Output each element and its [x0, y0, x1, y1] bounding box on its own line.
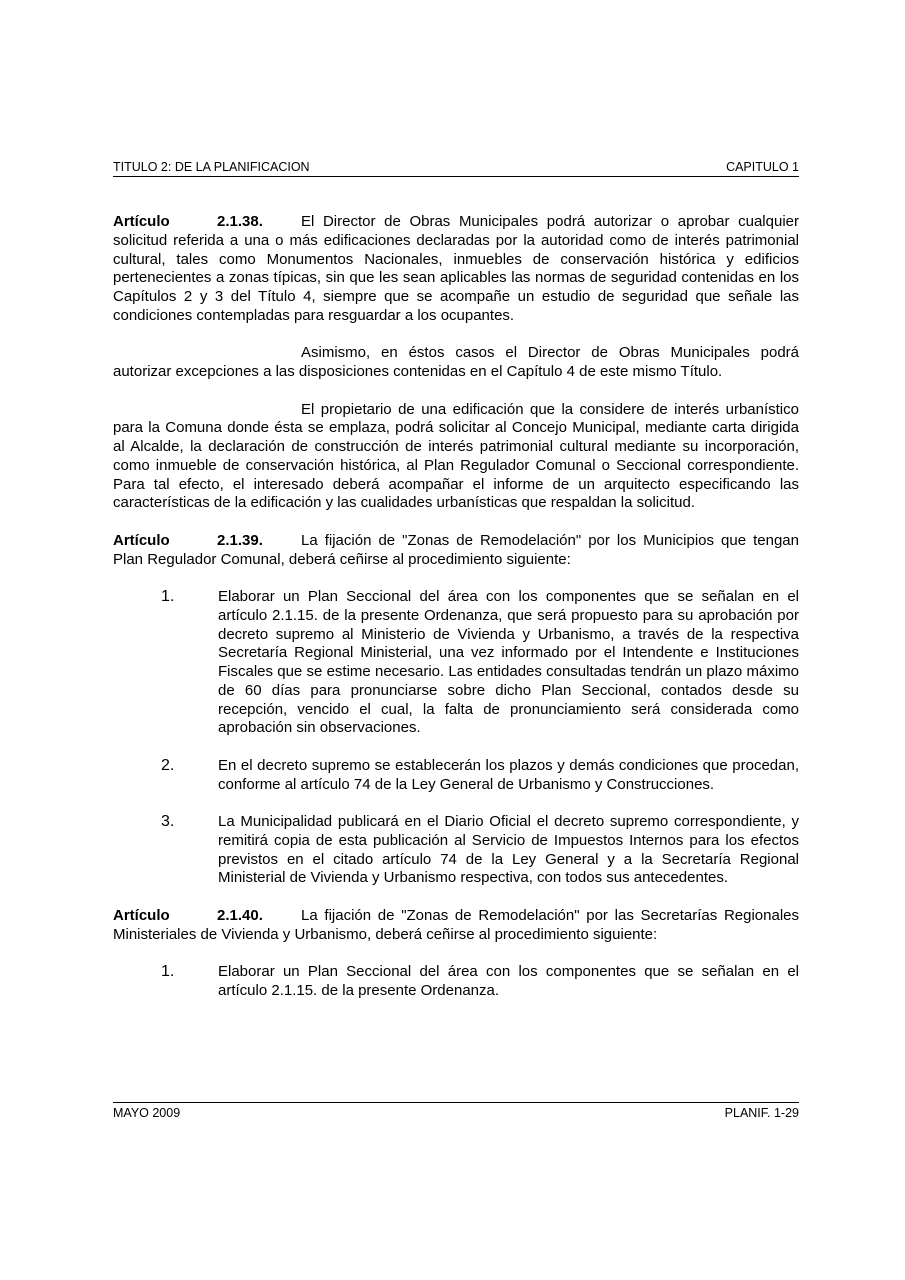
article-2-1-38-paragraph-3: El propietario de una edificación que la considere de interés urbanístico para la Comuna donde ésta se emplaza, podrá solicitar al Concejo Municipal, mediante carta dirigida al Alcalde, la declaración de construcción de interés patrimonial cultural mediante su incorporación, como inmueble de conservación histórica, al Plan Regulador Comunal o Seccional correspondiente. Para tal efecto, el interesado deberá acompañar el informe de un arquitecto especificando las características de la edificación y las cualidades urbanísticas que respaldan la solicitud. [113, 400, 799, 512]
article-number: 2.1.39. [217, 531, 263, 549]
list-item-text: Elaborar un Plan Seccional del área con los componentes que se señalan en el artículo 2.1.15. de la presente Ordenanza, que será propuesto para su aprobación por decreto supremo al Ministerio de Vivienda y Urbanismo, a través de la respectiva Secretaría Regional Ministerial, una vez informado por el Intendente e Instituciones Fiscales que se estime necesario. Las entidades consultadas tendrán un plazo máximo de 60 días para pronunciarse sobre dicho Plan Seccional, contados desde su recepción, vencido el cual, la falta de pronunciamiento será considerada como aprobación sin observaciones. [218, 588, 799, 737]
article-text: La fijación de "Zonas de Remodelación" por las Secretarías Regionales Ministeriales de Vivienda y Urbanismo, deberá ceñirse al procedimiento siguiente: [113, 906, 799, 943]
article-text: La fijación de "Zonas de Remodelación" por los Municipios que tengan Plan Regulador Comunal, deberá ceñirse al procedimiento siguiente: [113, 531, 799, 568]
footer-date: MAYO 2009 [113, 1106, 181, 1120]
page-footer [113, 1102, 799, 1120]
document-body [113, 213, 799, 1001]
list-item [113, 588, 799, 738]
article-2-1-38-paragraph-2: Asimismo, en éstos casos el Director de Obras Municipales podrá autorizar excepciones a las disposiciones contenidas en el Capítulo 4 de este mismo Título. [113, 344, 799, 380]
list-item-number: 2. [161, 756, 175, 774]
list-item-text: Elaborar un Plan Seccional del área con los componentes que se señalan en el artículo 2.1.15. de la presente Ordenanza. [218, 963, 799, 999]
article-label: Artículo [113, 906, 170, 924]
article-label: Artículo [113, 213, 170, 230]
footer-page-number: PLANIF. 1-29 [724, 1106, 799, 1120]
article-label: Artículo [113, 531, 170, 549]
list-item [113, 757, 799, 795]
list-item [113, 963, 799, 1001]
article-2-1-38-paragraph-1 [113, 213, 799, 326]
list-item-text: En el decreto supremo se establecerán los plazos y demás condiciones que procedan, conforme al artículo 74 de la Ley General de Urbanismo y Construcciones. [218, 756, 799, 793]
page-header [113, 160, 799, 177]
header-chapter: CAPITULO 1 [726, 160, 799, 174]
article-number: 2.1.38. [217, 213, 263, 230]
article-number: 2.1.40. [217, 906, 263, 924]
article-text: El Director de Obras Municipales podrá autorizar o aprobar cualquier solicitud referida a una o más edificaciones declaradas por la autoridad como de interés patrimonial cultural, tales como Monumentos Nacionales, inmuebles de conservación histórica y edificios pertenecientes a zonas típicas, sin que les sean aplicables las normas de seguridad contenidas en los Capítulos 2 y 3 del Título 4, siempre que se acompañe un estudio de seguridad que señale las condiciones contempladas para resguardar a los ocupantes. [113, 213, 799, 324]
list-item [113, 813, 799, 888]
list-item-number: 1. [161, 963, 175, 980]
list-item-number: 3. [161, 813, 175, 830]
article-2-1-39-paragraph-1 [113, 532, 799, 570]
header-title: TITULO 2: DE LA PLANIFICACION [113, 160, 310, 174]
list-item-number: 1. [161, 588, 175, 605]
list-item-text: La Municipalidad publicará en el Diario Oficial el decreto supremo correspondiente, y remitirá copia de esta publicación al Servicio de Impuestos Internos para los efectos previstos en el citado artículo 74 de la Ley General y a la Secretaría Regional Ministerial de Vivienda y Urbanismo respectiva, con todos sus antecedentes. [218, 813, 799, 887]
article-2-1-40-paragraph-1 [113, 907, 799, 945]
